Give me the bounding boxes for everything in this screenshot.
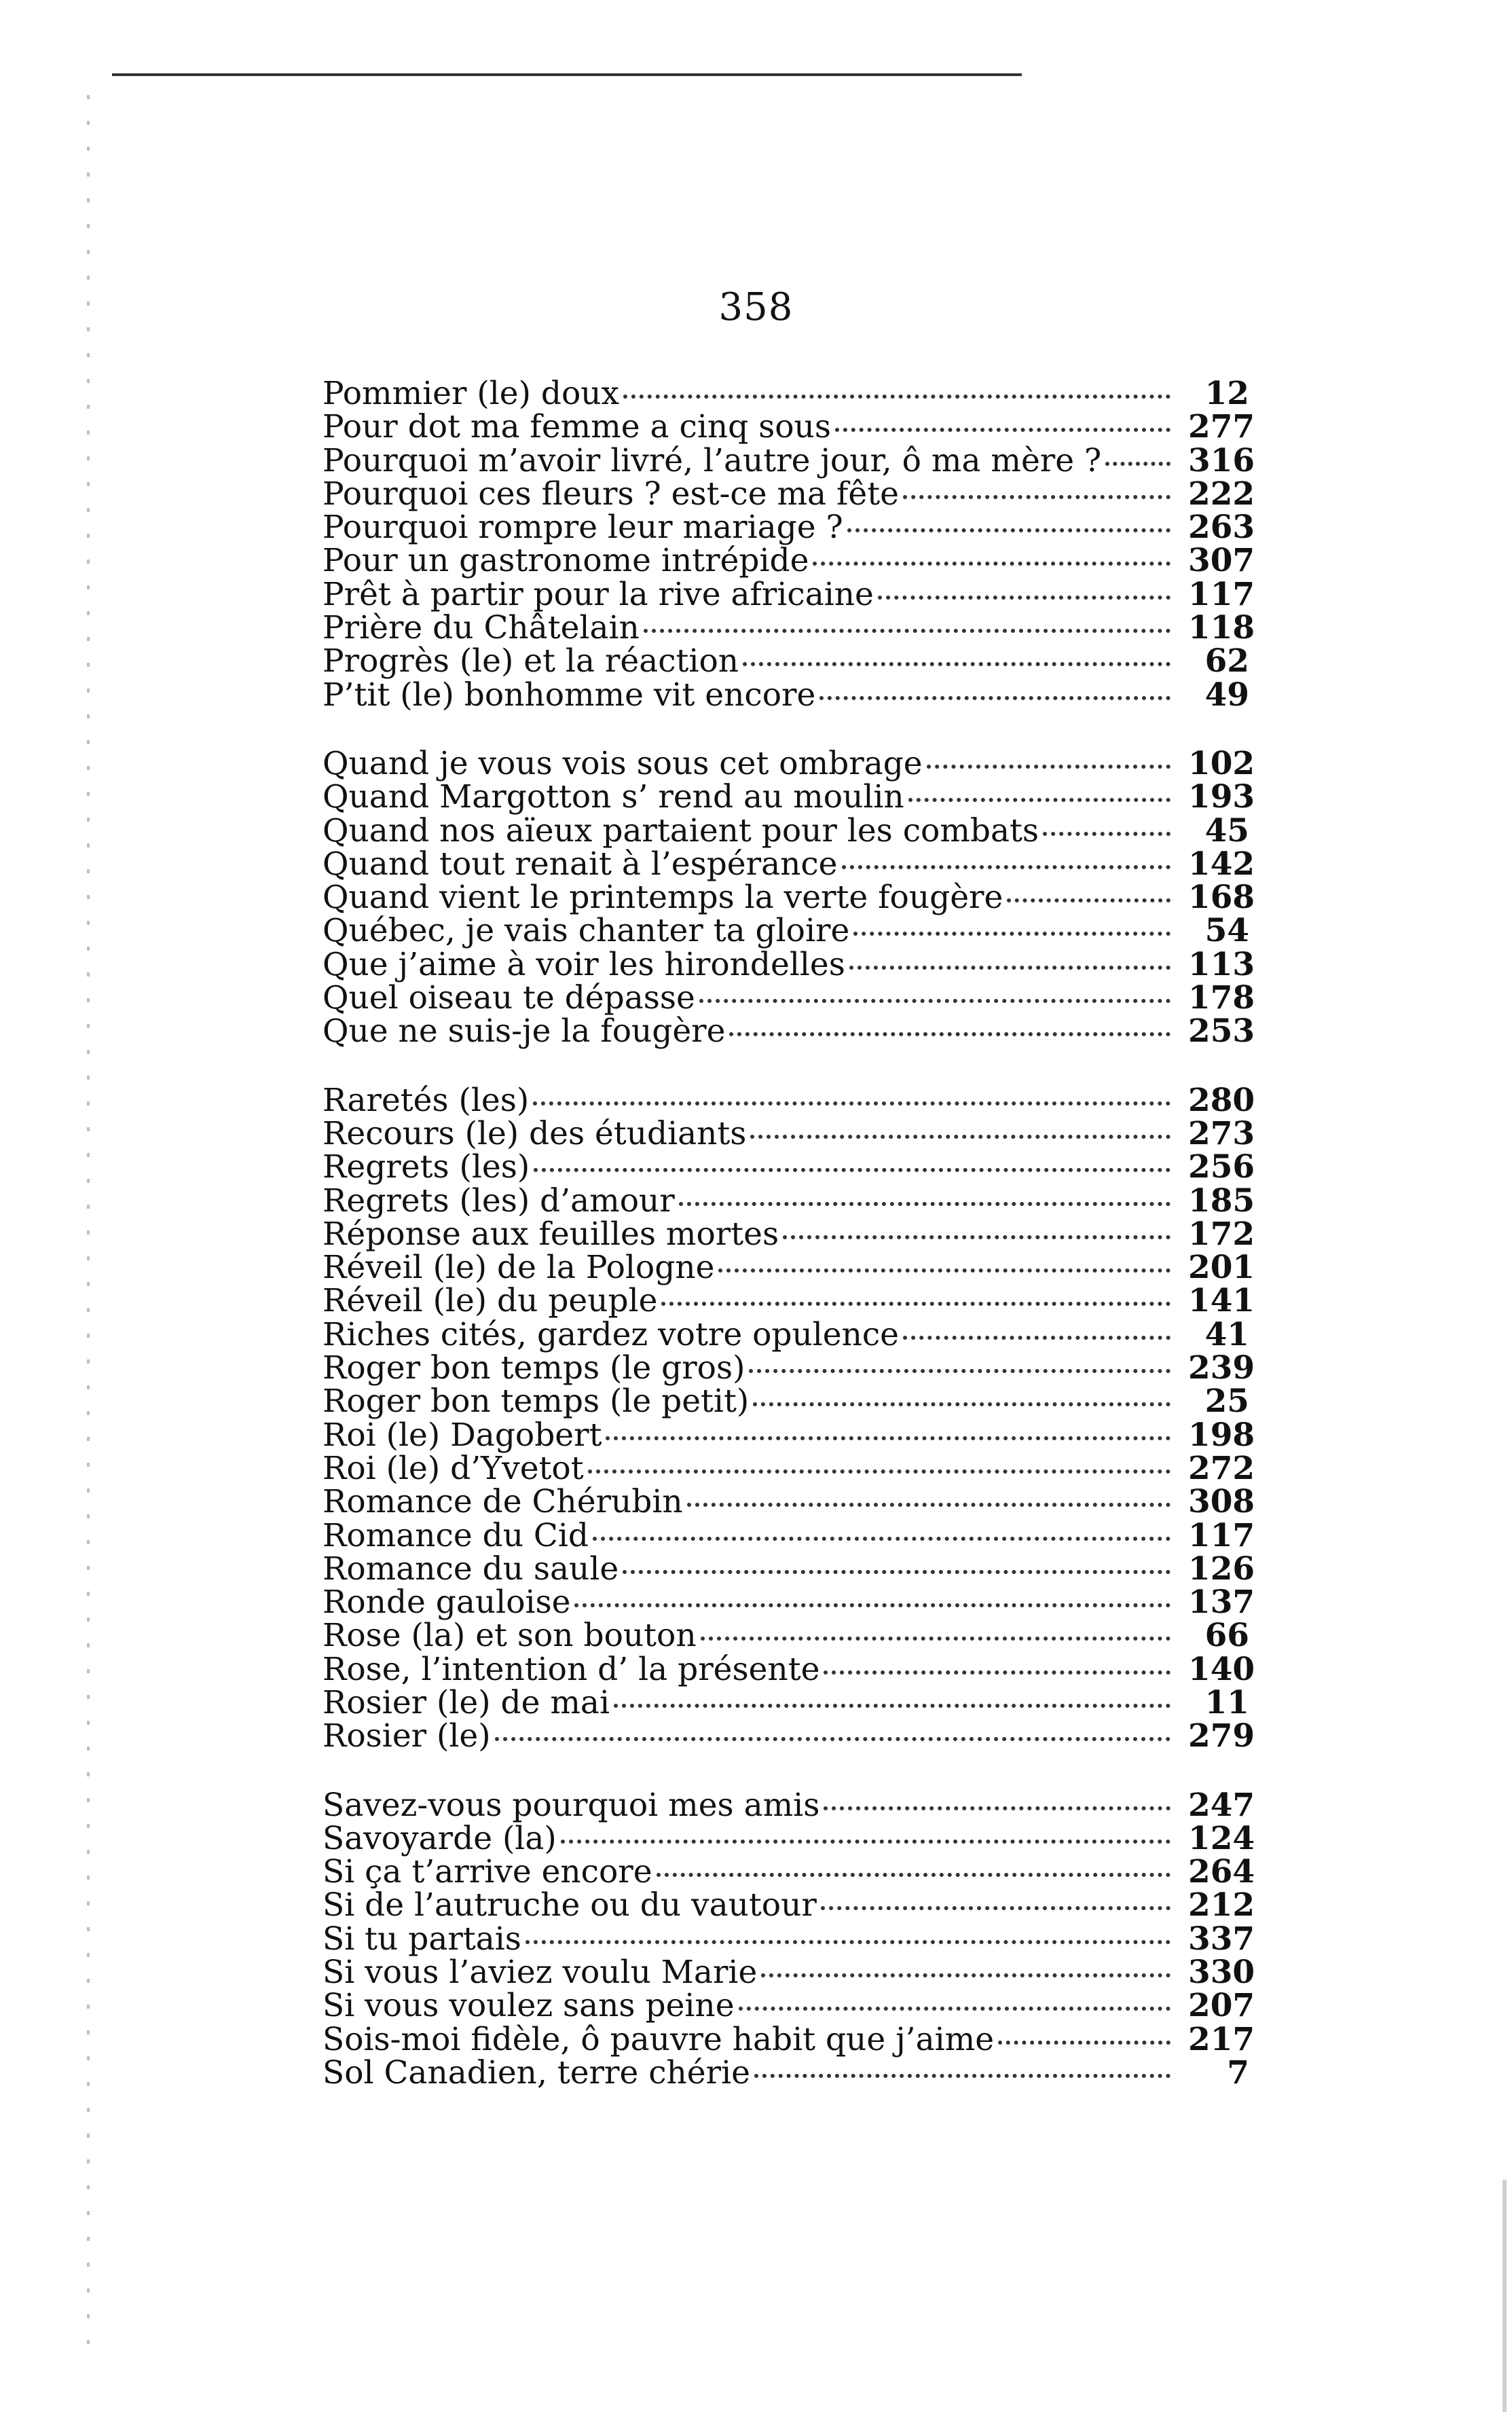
- entry-title: Savoyarde (la): [322, 1819, 557, 1857]
- dot-leader: [1043, 832, 1170, 836]
- entry-title: Rosier (le) de mai: [322, 1683, 610, 1721]
- index-entry: [322, 2020, 1255, 2058]
- dot-leader: [1007, 898, 1170, 902]
- dot-leader: [661, 1302, 1170, 1306]
- entry-title: P’tit (le) bonhomme vit encore: [322, 676, 816, 714]
- entry-page-number: 141: [1188, 1282, 1255, 1320]
- dot-leader: [679, 1202, 1170, 1206]
- index-entry: [322, 1249, 1255, 1287]
- entry-title: Prêt à partir pour la rive africaine: [322, 575, 874, 613]
- index-entry: [322, 1449, 1255, 1487]
- entry-title: Si vous voulez sans peine: [322, 1987, 735, 2025]
- dot-leader: [593, 1537, 1170, 1541]
- entry-title: Romance du Cid: [322, 1516, 589, 1554]
- entry-title: Quand nos aïeux partaient pour les combats: [322, 811, 1039, 849]
- entry-page-number: 142: [1188, 845, 1255, 883]
- dot-leader: [754, 2074, 1170, 2078]
- entry-page-number: 41: [1204, 1315, 1249, 1353]
- index-entry: [322, 1282, 1255, 1320]
- entry-page-number: 277: [1188, 408, 1255, 446]
- index-entry: [322, 678, 1249, 712]
- dot-leader: [561, 1840, 1170, 1844]
- entry-title: Roger bon temps (le gros): [322, 1349, 745, 1387]
- entry-page-number: 102: [1188, 744, 1255, 782]
- dot-leader: [623, 395, 1170, 399]
- entry-title: Rose (la) et son bouton: [322, 1617, 697, 1655]
- entry-page-number: 263: [1188, 509, 1255, 547]
- entry-page-number: 222: [1188, 475, 1255, 513]
- index-entry: [322, 912, 1249, 950]
- index-entry: [322, 1349, 1255, 1387]
- entry-page-number: 66: [1204, 1617, 1249, 1655]
- entry-page-number: 140: [1188, 1650, 1255, 1688]
- entry-page-number: 330: [1188, 1954, 1255, 1992]
- entry-title: Pourquoi ces fleurs ? est-ce ma fête: [322, 475, 899, 513]
- dot-leader: [783, 1235, 1170, 1239]
- entry-title: Réveil (le) de la Pologne: [322, 1249, 715, 1287]
- entry-title: Que j’aime à voir les hirondelles: [322, 945, 845, 983]
- index-entry: [322, 945, 1255, 983]
- dot-leader: [729, 1032, 1170, 1036]
- entry-page-number: 308: [1188, 1483, 1255, 1521]
- entry-title: Riches cités, gardez votre opulence: [322, 1315, 899, 1353]
- index-entry: [322, 575, 1255, 613]
- dot-leader: [749, 1369, 1170, 1373]
- entry-title: Roger bon temps (le petit): [322, 1383, 750, 1421]
- index-entry: [322, 979, 1255, 1017]
- entry-page-number: 253: [1188, 1012, 1255, 1050]
- dot-leader: [824, 1670, 1170, 1675]
- entry-page-number: 217: [1188, 2020, 1255, 2058]
- dot-leader: [701, 1637, 1170, 1641]
- entry-page-number: 239: [1188, 1349, 1255, 1387]
- index-entry: [322, 509, 1255, 547]
- entry-title: Romance de Chérubin: [322, 1483, 683, 1521]
- dot-leader: [495, 1737, 1170, 1741]
- entry-page-number: 117: [1188, 575, 1255, 613]
- index-entry: [322, 1114, 1255, 1152]
- entry-page-number: 137: [1188, 1584, 1255, 1622]
- index-entry: [322, 441, 1255, 479]
- entry-title: Prière du Châtelain: [322, 609, 640, 647]
- dot-leader: [927, 765, 1170, 769]
- index-entry: [322, 1650, 1255, 1688]
- dot-leader: [903, 1336, 1170, 1340]
- entry-title: Si vous l’aviez voulu Marie: [322, 1954, 758, 1992]
- entry-page-number: 337: [1188, 1920, 1255, 1958]
- entry-page-number: 25: [1204, 1383, 1249, 1421]
- index-entry: [322, 408, 1255, 446]
- entry-page-number: 11: [1204, 1683, 1249, 1721]
- index-entry: [322, 2053, 1249, 2091]
- entry-title: Ronde gauloise: [322, 1584, 571, 1622]
- entry-title: Quand Margotton s’ rend au moulin: [322, 778, 904, 816]
- entry-title: Pour dot ma femme a cinq sous: [322, 408, 831, 446]
- entry-page-number: 172: [1188, 1215, 1255, 1253]
- entry-title: Regrets (les) d’amour: [322, 1182, 675, 1220]
- entry-title: Regrets (les): [322, 1148, 530, 1186]
- dot-leader: [842, 865, 1171, 869]
- index-entry: [322, 744, 1255, 782]
- index-entry: [322, 609, 1255, 647]
- dot-leader: [824, 1806, 1170, 1810]
- dot-leader: [819, 696, 1170, 700]
- dot-leader: [588, 1469, 1170, 1474]
- top-rule: [112, 73, 1022, 76]
- entry-page-number: 212: [1188, 1886, 1255, 1924]
- dot-leader: [699, 999, 1170, 1003]
- entry-page-number: 193: [1188, 778, 1255, 816]
- index-entry: [322, 845, 1255, 883]
- entry-page-number: 247: [1188, 1786, 1255, 1824]
- dot-leader: [534, 1168, 1170, 1172]
- entry-title: Pourquoi rompre leur mariage ?: [322, 509, 843, 547]
- entry-page-number: 62: [1204, 642, 1249, 680]
- entry-title: Roi (le) d’Yvetot: [322, 1449, 584, 1487]
- dot-leader: [849, 966, 1170, 970]
- index-entry: [322, 1483, 1255, 1521]
- dot-leader: [847, 528, 1170, 532]
- entry-title: Pourquoi m’avoir livré, l’autre jour, ô ma mère ?: [322, 441, 1102, 479]
- index-entry: [322, 1516, 1255, 1554]
- index-section: [322, 1786, 1255, 2091]
- entry-page-number: 126: [1188, 1550, 1255, 1588]
- entry-page-number: 118: [1188, 609, 1255, 647]
- index-entry: [322, 1550, 1255, 1588]
- entry-title: Savez-vous pourquoi mes amis: [322, 1786, 820, 1824]
- entry-title: Romance du saule: [322, 1550, 619, 1588]
- index-entry: [322, 1012, 1255, 1050]
- index-entry: [322, 811, 1249, 849]
- index-entry: [322, 1081, 1255, 1119]
- entry-page-number: 279: [1188, 1717, 1255, 1755]
- index-entry: [322, 1786, 1255, 1824]
- page-number: 358: [718, 285, 794, 329]
- index-entry: [322, 1987, 1255, 2025]
- entry-page-number: 12: [1204, 375, 1249, 412]
- entry-title: Rose, l’intention d’ la présente: [322, 1650, 820, 1688]
- index-entry: [322, 644, 1249, 678]
- entry-title: Quand je vous vois sous cet ombrage: [322, 744, 923, 782]
- dot-leader: [998, 2041, 1170, 2045]
- entry-title: Roi (le) Dagobert: [322, 1416, 602, 1454]
- index-entry: [322, 1182, 1255, 1220]
- entry-title: Si de l’autruche ou du vautour: [322, 1886, 817, 1924]
- dot-leader: [644, 629, 1170, 633]
- index-entry: [322, 1717, 1255, 1755]
- entry-page-number: 7: [1227, 2053, 1249, 2091]
- binding-margin-marks: [64, 95, 112, 2363]
- dot-leader: [853, 932, 1170, 936]
- dot-leader: [718, 1268, 1170, 1273]
- index-entry: [322, 1853, 1255, 1891]
- dot-leader: [835, 428, 1170, 432]
- entry-title: Si ça t’arrive encore: [322, 1853, 652, 1891]
- entry-title: Si tu partais: [322, 1920, 521, 1958]
- index-entry: [322, 1954, 1255, 1992]
- dot-leader: [614, 1704, 1170, 1708]
- entry-title: Pommier (le) doux: [322, 375, 620, 412]
- entry-title: Quand vient le printemps la verte fougère: [322, 879, 1003, 917]
- dot-leader: [878, 596, 1170, 600]
- entry-title: Pour un gastronome intrépide: [322, 542, 809, 580]
- index-entry: [322, 1683, 1249, 1721]
- index-entry: [322, 879, 1255, 917]
- entry-page-number: 307: [1188, 542, 1255, 580]
- entry-page-number: 45: [1204, 811, 1249, 849]
- index-entry: [322, 778, 1255, 816]
- entry-page-number: 117: [1188, 1516, 1255, 1554]
- dot-leader: [753, 1402, 1170, 1406]
- index-entry: [322, 1584, 1255, 1622]
- dot-leader: [657, 1873, 1170, 1877]
- dot-leader: [739, 2007, 1170, 2011]
- dot-leader: [687, 1503, 1170, 1507]
- index-entry: [322, 1383, 1249, 1421]
- dot-leader: [606, 1436, 1170, 1440]
- entry-page-number: 124: [1188, 1819, 1255, 1857]
- index-section: [322, 744, 1255, 1050]
- dot-leader: [533, 1101, 1170, 1106]
- page-edge: [1502, 2180, 1507, 2412]
- entry-title: Que ne suis-je la fougère: [322, 1012, 726, 1050]
- index-entry: [322, 475, 1255, 513]
- song-index: [322, 375, 1255, 2091]
- index-entry: [322, 1819, 1255, 1857]
- entry-page-number: 178: [1188, 979, 1255, 1017]
- dot-leader: [750, 1135, 1170, 1139]
- entry-page-number: 316: [1188, 441, 1255, 479]
- entry-page-number: 168: [1188, 879, 1255, 917]
- dot-leader: [903, 495, 1170, 499]
- entry-page-number: 280: [1188, 1081, 1255, 1119]
- entry-title: Raretés (les): [322, 1081, 530, 1119]
- entry-title: Progrès (le) et la réaction: [322, 642, 739, 680]
- entry-page-number: 201: [1188, 1249, 1255, 1287]
- dot-leader: [574, 1603, 1170, 1607]
- dot-leader: [1105, 462, 1170, 466]
- index-entry: [322, 1920, 1255, 1958]
- dot-leader: [821, 1906, 1170, 1910]
- entry-title: Quel oiseau te dépasse: [322, 979, 695, 1017]
- entry-title: Sol Canadien, terre chérie: [322, 2053, 750, 2091]
- index-section: [322, 1081, 1255, 1755]
- dot-leader: [908, 798, 1170, 802]
- index-entry: [322, 1886, 1255, 1924]
- index-entry: [322, 1148, 1255, 1186]
- index-entry: [322, 1315, 1249, 1353]
- entry-page-number: 185: [1188, 1182, 1255, 1220]
- dot-leader: [743, 662, 1170, 666]
- entry-page-number: 198: [1188, 1416, 1255, 1454]
- entry-page-number: 273: [1188, 1114, 1255, 1152]
- entry-page-number: 207: [1188, 1987, 1255, 2025]
- entry-title: Québec, je vais chanter ta gloire: [322, 912, 850, 950]
- dot-leader: [623, 1570, 1170, 1574]
- index-entry: [322, 1416, 1255, 1454]
- entry-page-number: 272: [1188, 1449, 1255, 1487]
- entry-page-number: 264: [1188, 1853, 1255, 1891]
- index-entry: [322, 1617, 1249, 1655]
- index-entry: [322, 377, 1249, 410]
- index-entry: [322, 1215, 1255, 1253]
- entry-page-number: 256: [1188, 1148, 1255, 1186]
- entry-title: Sois-moi fidèle, ô pauvre habit que j’aime: [322, 2020, 995, 2058]
- index-entry: [322, 542, 1255, 580]
- entry-title: Recours (le) des étudiants: [322, 1114, 747, 1152]
- entry-page-number: 54: [1204, 912, 1249, 950]
- entry-title: Réponse aux feuilles mortes: [322, 1215, 779, 1253]
- entry-page-number: 113: [1188, 945, 1255, 983]
- index-section: [322, 375, 1255, 714]
- entry-title: Rosier (le): [322, 1717, 491, 1755]
- entry-title: Réveil (le) du peuple: [322, 1282, 658, 1320]
- dot-leader: [813, 562, 1170, 566]
- entry-title: Quand tout renait à l’espérance: [322, 845, 838, 883]
- dot-leader: [761, 1973, 1170, 1977]
- entry-page-number: 49: [1204, 676, 1249, 714]
- dot-leader: [525, 1940, 1170, 1944]
